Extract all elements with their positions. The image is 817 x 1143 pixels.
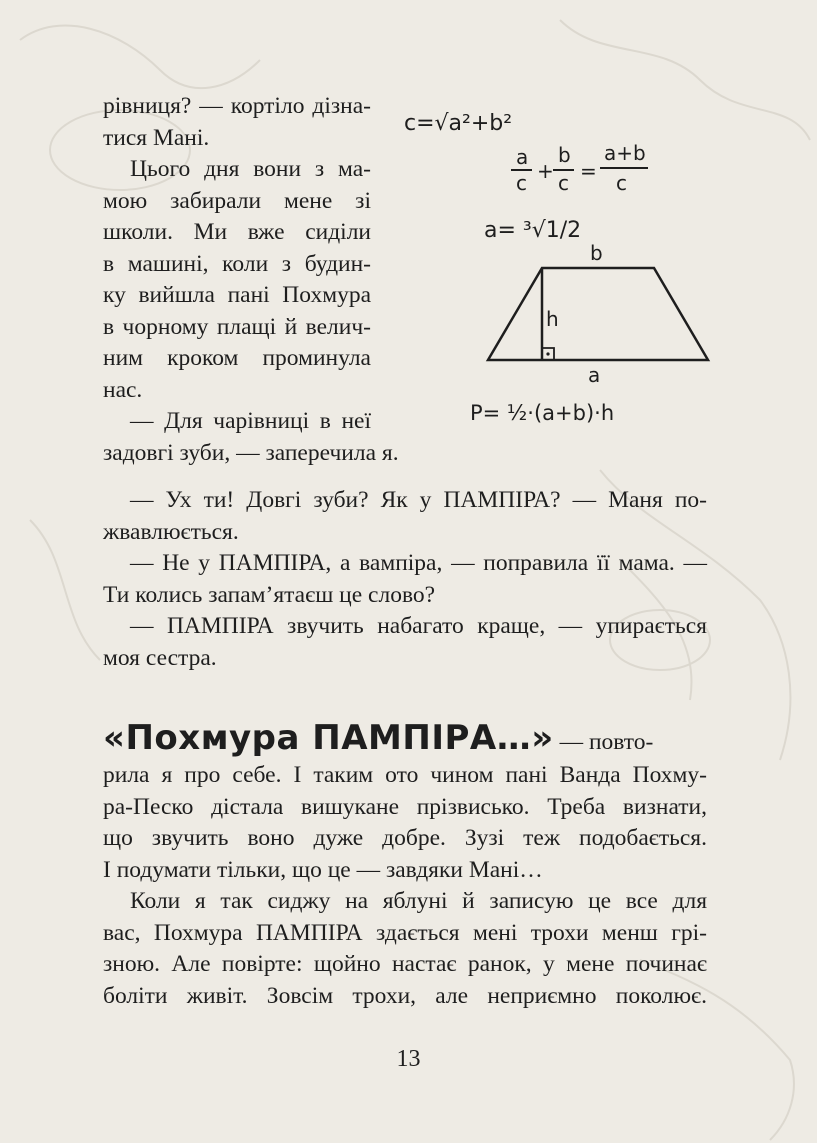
text-line: рила я про себе. І таким ото чином пані Ванда Похму- [103, 762, 707, 788]
fraction-numerator: a [516, 145, 529, 169]
formula-hypotenuse [404, 111, 512, 136]
paragraph-8 [103, 886, 707, 1012]
fraction-denominator: c [558, 171, 569, 195]
side-label-a: a [588, 363, 601, 387]
narrow-text-column [103, 91, 399, 469]
math-doodle [392, 92, 722, 437]
right-angle-dot [546, 352, 549, 355]
side-label-b: b [590, 241, 603, 265]
formula-cube-root [484, 218, 581, 243]
heading-continuation: — повто- [553, 729, 654, 755]
text-line: І подумати тільки, що це — завдяки Мані… [103, 856, 543, 883]
paragraph-6 [103, 611, 707, 674]
paragraph-1 [103, 91, 371, 154]
text-line: Коли я так сиджу на яблуні й записую це все для [130, 888, 707, 914]
paragraph-7 [103, 760, 707, 886]
plus-sign: + [537, 159, 554, 183]
fraction-numerator: a+b [604, 141, 646, 165]
height-label-h: h [546, 307, 559, 331]
formula-text: P= ½·(a+b)·h [470, 401, 615, 425]
text-line: — Ух ти! Довгі зуби? Як у ПАМПІРА? — Маня по- [130, 487, 707, 513]
fraction-denominator: c [616, 171, 627, 195]
text-line: нас. [103, 376, 143, 403]
page-number: 13 [396, 1046, 421, 1072]
formula-fraction-sum [511, 141, 648, 195]
trapezoid-shape [488, 268, 708, 360]
text-line: зною. Але повірте: щойно настає ранок, у мене починає [103, 951, 707, 977]
nickname-heading-line [103, 716, 707, 760]
paragraph-2 [103, 154, 371, 406]
full-width-text [103, 485, 707, 674]
text-line: ку вийшла пані Похмура [103, 282, 371, 308]
trapezoid-figure [488, 241, 708, 387]
text-line: в машині, коли з будин- [103, 250, 371, 277]
formula-text: a= ³√1/2 [484, 218, 582, 243]
closing-text [103, 760, 707, 1012]
text-line: ним кроком проминула [103, 345, 371, 371]
formula-text: c=√a²+b² [404, 111, 513, 136]
text-line: ра-Песко дістала вишукане прізвисько. Треба визнати, [103, 793, 707, 820]
text-line: — Для чарівниці в неї [130, 408, 371, 434]
text-line: що звучить воно дуже добре. Зузі теж подобається. [103, 825, 707, 851]
text-line: Ти колись запам’ятаєш це слово? [103, 581, 436, 608]
text-line: тися Мані. [103, 124, 210, 151]
paragraph-3 [103, 406, 399, 469]
text-line: — Не у ПАМПІРА, а вампіра, — поправила її мама. — [130, 550, 707, 576]
text-line: моя сестра. [103, 644, 217, 671]
paragraph-4 [103, 485, 707, 548]
paragraph-5 [103, 548, 707, 611]
text-line: школи. Ми вже сиділи [103, 219, 371, 245]
text-line: — ПАМПІРА звучить набагато краще, — упирається [130, 613, 707, 639]
nickname-heading: «Похмура ПАМПІРА…» [103, 718, 554, 758]
equals-sign: = [580, 159, 597, 183]
fraction-numerator: b [558, 143, 571, 167]
text-line: жвавлюється. [103, 518, 239, 545]
text-line: вас, Похмура ПАМПІРА здається мені трохи менш грі- [103, 919, 707, 946]
text-line: рівниця? — кортіло дізна- [103, 93, 371, 119]
text-line: Цього дня вони з ма- [130, 156, 371, 182]
text-line: мою забирали мене зі [103, 187, 371, 214]
text-line: задовгі зуби, — заперечила я. [103, 439, 399, 466]
fraction-denominator: c [516, 171, 527, 195]
text-line: в чорному плащі й велич- [103, 313, 371, 340]
text-line: боліти живіт. Зовсім трохи, але неприємно поколює. [103, 982, 707, 1009]
formula-area [470, 401, 614, 425]
